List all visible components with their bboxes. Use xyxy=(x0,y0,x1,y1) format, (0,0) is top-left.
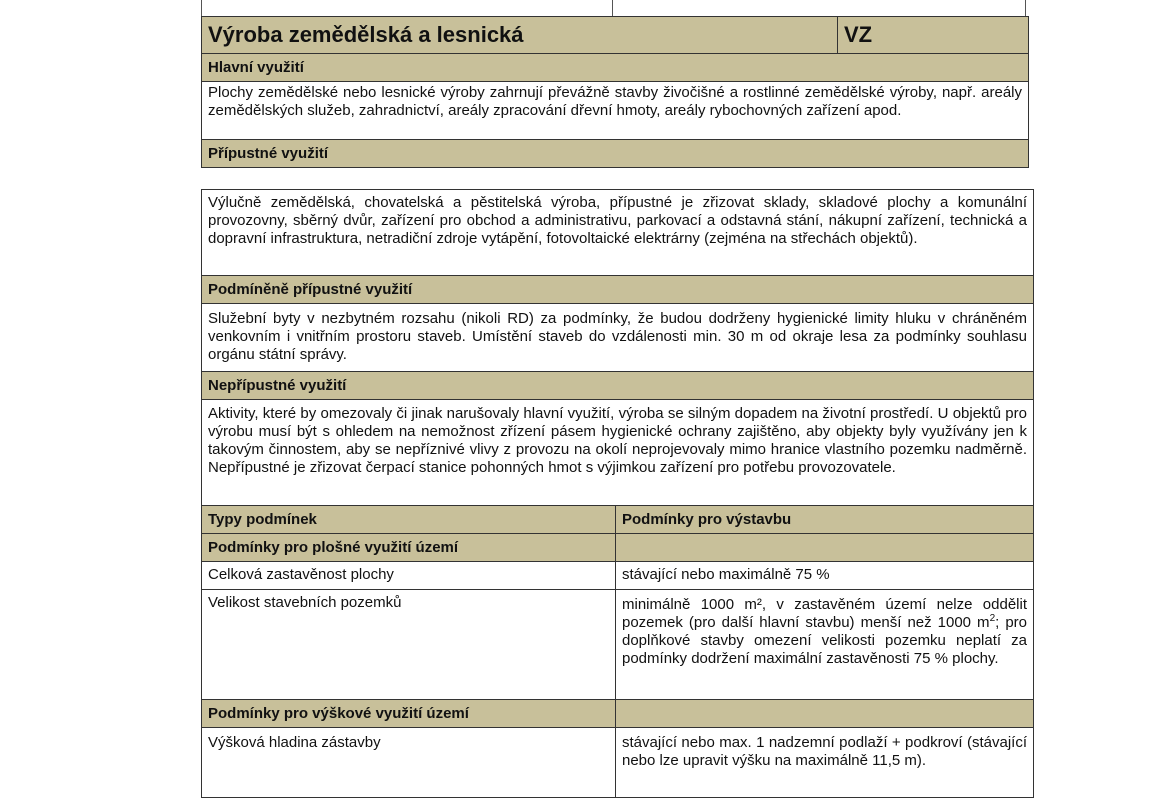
main-use-text: Plochy zemědělské nebo lesnické výroby zahrnují převážně stavby živočišné a rostlinné zemědělské výroby, např. areály zemědělských služeb, zahradnictví, areály zpracování dřevní hmoty, areály rybochovných zařízení apod. xyxy=(202,82,1029,140)
plot-size-value xyxy=(616,590,1034,700)
coverage-label: Celková zastavěnost plochy xyxy=(202,562,616,590)
height-use-heading: Podmínky pro výškové využití území xyxy=(202,700,616,728)
conditional-use-text: Služební byty v nezbytném rozsahu (nikoli RD) za podmínky, že budou dodrženy hygienické limity hluku v chráněném venkovním i vnitřním prostoru staveb. Umístění staveb do vzdálenosti min. 30 m od okraje lesa za podmínky souhlasu orgánu státní správy. xyxy=(202,304,1034,372)
prohibited-use-heading: Nepřípustné využití xyxy=(202,372,1034,400)
title-row xyxy=(202,17,1029,54)
zone-title: Výroba zemědělská a lesnická xyxy=(202,17,838,54)
zoning-table-body xyxy=(201,189,1034,798)
permitted-use-heading: Přípustné využití xyxy=(202,140,1029,168)
height-use-heading-empty xyxy=(616,700,1034,728)
permitted-use-text: Výlučně zemědělská, chovatelská a pěstitelská výroba, přípustné je zřizovat sklady, skladové plochy a komunální provozovny, sběrný dvůr, zařízení pro obchod a administrativu, parkovací a odstavná stání, nákupní zařízení, technická a dopravní infrastruktura, netradiční zdroje vytápění, fotovoltaické elektrárny (zejména na střechách objektů). xyxy=(202,190,1034,276)
table-top-continuation xyxy=(201,0,1026,16)
main-use-heading: Hlavní využití xyxy=(202,54,1029,82)
condition-types-header: Typy podmínek xyxy=(202,506,616,534)
table-top-divider xyxy=(612,0,613,16)
plot-size-sup: 2 xyxy=(989,613,996,624)
area-use-heading-empty xyxy=(616,534,1034,562)
area-use-heading: Podmínky pro plošné využití území xyxy=(202,534,616,562)
conditional-use-heading: Podmíněně přípustné využití xyxy=(202,276,1034,304)
plot-size-text-b: ; pro doplňkové stavby omezení velikosti pozemku neplatí za podmínky dodržení maximální zastavěnosti 75 % plochy. xyxy=(622,614,1027,667)
plot-size-label: Velikost stavebních pozemků xyxy=(202,590,616,700)
construction-conditions-header: Podmínky pro výstavbu xyxy=(616,506,1034,534)
prohibited-use-text: Aktivity, které by omezovaly či jinak narušovaly hlavní využití, výroba se silným dopadem na životní prostředí. U objektů pro výrobu musí být s ohledem na nemožnost zřízení pásem hygienické ochrany zajištěno, aby objekty byly využívány jen k takovým činnostem, aby se nepříznivé vlivy z provozu na okolí neprojevovaly mimo hranice vlastního pozemku nadměrně. Nepřípustné je zřizovat čerpací stanice pohonných hmot s výjimkou zařízení pro potřebu provozovatele. xyxy=(202,400,1034,506)
coverage-value: stávající nebo maximálně 75 % xyxy=(616,562,1034,590)
zone-code: VZ xyxy=(838,17,1029,54)
plot-size-text-a: minimálně 1000 m², v zastavěném území nelze oddělit pozemek (pro další hlavní stavbu) menší než 1000 m xyxy=(622,596,1027,631)
height-level-value: stávající nebo max. 1 nadzemní podlaží + podkroví (stávající nebo lze upravit výšku na maximálně 11,5 m). xyxy=(616,728,1034,798)
zoning-table-header xyxy=(201,16,1029,168)
height-level-label: Výšková hladina zástavby xyxy=(202,728,616,798)
